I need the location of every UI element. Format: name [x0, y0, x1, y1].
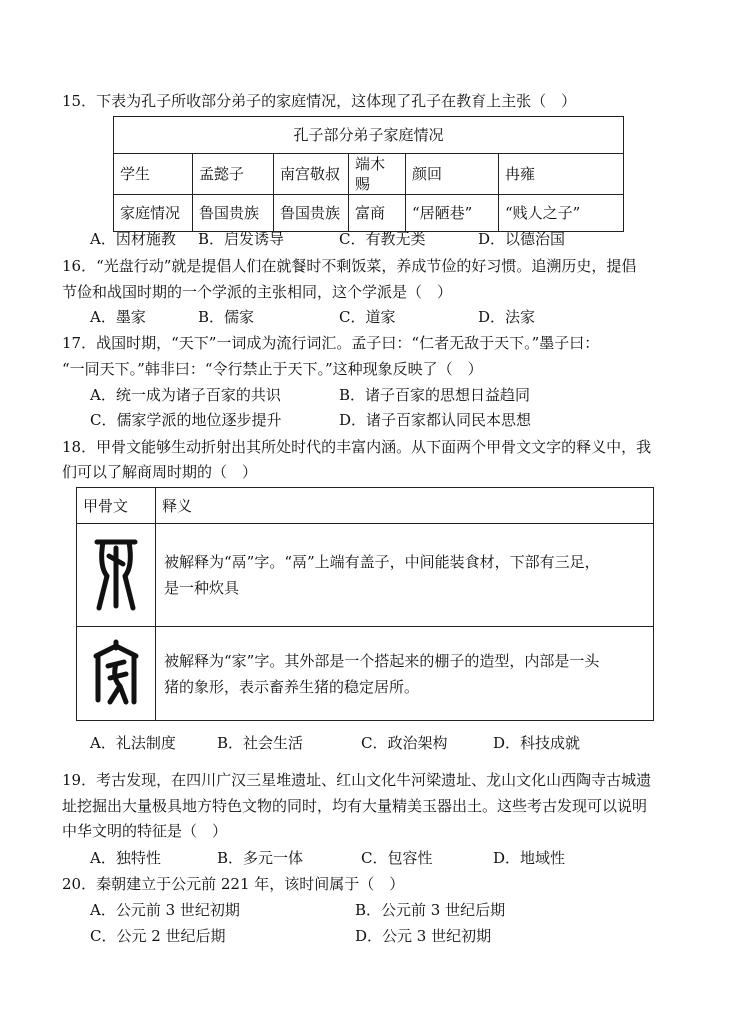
q15-stem: 15．下表为孔子所收部分弟子的家庭情况，这体现了孔子在教育上主张（ ） [62, 92, 577, 110]
q15-cell: 南宫敬叔 [274, 154, 349, 195]
q18-line-2: 们可以了解商周时期的（ ） [62, 463, 258, 481]
q18-option-c: C．政治架构 [361, 734, 448, 752]
q19-option-d: D．地域性 [493, 849, 566, 867]
q15-table [113, 116, 624, 232]
q18-li-text-1: 被解释为“鬲”字。“鬲”上端有盖子，中间能装食材，下部有三足， [164, 553, 600, 571]
q18-option-d: D．科技成就 [493, 734, 581, 752]
q16-option-b: B．儒家 [198, 308, 255, 326]
q20-option-c: C．公元 2 世纪后期 [90, 927, 226, 945]
q19-line-1: 19．考古发现，在四川广汉三星堆遗址、红山文化牛河梁遗址、龙山文化山西陶寺古城遗 [62, 771, 652, 789]
q16-option-a: A．墨家 [90, 308, 146, 326]
q18-header-meaning: 释义 [156, 488, 654, 524]
q15-cell: 冉雍 [499, 154, 624, 195]
q18-option-a: A．礼法制度 [90, 734, 176, 752]
q17-line-2: “一同天下。”韩非曰：“令行禁止于天下。”这种现象反映了（ ） [62, 360, 483, 378]
q18-jia-text-2: 猪的象形，表示畜养生猪的稳定居所。 [164, 677, 420, 696]
q16-option-d: D．法家 [478, 308, 536, 326]
q15-cell: 富商 [349, 195, 406, 232]
q18-li-text-2: 是一种炊具 [164, 579, 240, 597]
q15-option-d: D．以德治国 [478, 230, 566, 248]
q15-table-caption: 孔子部分弟子家庭情况 [114, 117, 624, 154]
q19-line-2: 址挖掘出大量极具地方特色文物的同时，均有大量精美玉器出土。这些考古发现可以说明 [62, 797, 648, 815]
q19-line-3: 中华文明的特征是（ ） [62, 822, 228, 840]
q18-jia-text-1: 被解释为“家”字。其外部是一个搭起来的棚子的造型，内部是一头 [164, 651, 600, 670]
q17-option-b: B．诸子百家的思想日益趋同 [339, 386, 531, 404]
q16-line-2: 节俭和战国时期的一个学派的主张相同，这个学派是（ ） [62, 283, 453, 301]
q19-option-a: A．独特性 [90, 849, 161, 867]
q16-option-c: C．道家 [339, 308, 396, 326]
q20-stem: 20．秦朝建立于公元前 221 年，该时间属于（ ） [62, 875, 405, 893]
oracle-glyph-li-icon [93, 536, 139, 614]
q20-option-a: A．公元前 3 世纪初期 [90, 901, 240, 919]
q19-option-c: C．包容性 [361, 849, 433, 867]
q18-header-oracle: 甲骨文 [77, 488, 156, 524]
q15-cell: 端木赐 [349, 154, 406, 195]
q18-table [76, 487, 654, 721]
q15-cell: 鲁国贵族 [193, 195, 274, 232]
q15-cell: 家庭情况 [114, 195, 193, 232]
q17-option-c: C．儒家学派的地位逐步提升 [90, 411, 282, 429]
q15-cell: “贱人之子” [499, 195, 624, 232]
q15-cell: 孟懿子 [193, 154, 274, 195]
q18-line-1: 18．甲骨文能够生动折射出其所处时代的丰富内涵。从下面两个甲骨文文字的释义中，我 [62, 438, 652, 456]
oracle-glyph-li-cell [77, 524, 156, 627]
q16-line-1: 16．“光盘行动”就是提倡人们在就餐时不剩饭菜，养成节俭的好习惯。追溯历史，提倡 [62, 257, 637, 275]
q15-option-a: A．因材施教 [90, 230, 176, 248]
q17-line-1: 17．战国时期，“天下”一词成为流行词汇。孟子曰：“仁者无敌于天下。”墨子曰： [62, 334, 600, 352]
q18-option-b: B．社会生活 [217, 734, 304, 752]
q19-option-b: B．多元一体 [217, 849, 304, 867]
oracle-glyph-jia-icon [90, 638, 142, 710]
q15-cell: 颜回 [406, 154, 499, 195]
q20-option-d: D．公元 3 世纪初期 [355, 927, 492, 945]
q15-cell: 学生 [114, 154, 193, 195]
oracle-glyph-jia-cell [77, 627, 156, 721]
q20-option-b: B．公元前 3 世纪后期 [355, 901, 506, 919]
q15-cell: “居陋巷” [406, 195, 499, 232]
q15-option-c: C．有教无类 [339, 230, 426, 248]
q15-option-b: B．启发诱导 [198, 230, 285, 248]
q17-option-a: A．统一成为诸子百家的共识 [90, 386, 281, 404]
q15-cell: 鲁国贵族 [274, 195, 349, 232]
q17-option-d: D．诸子百家都认同民本思想 [339, 411, 532, 429]
